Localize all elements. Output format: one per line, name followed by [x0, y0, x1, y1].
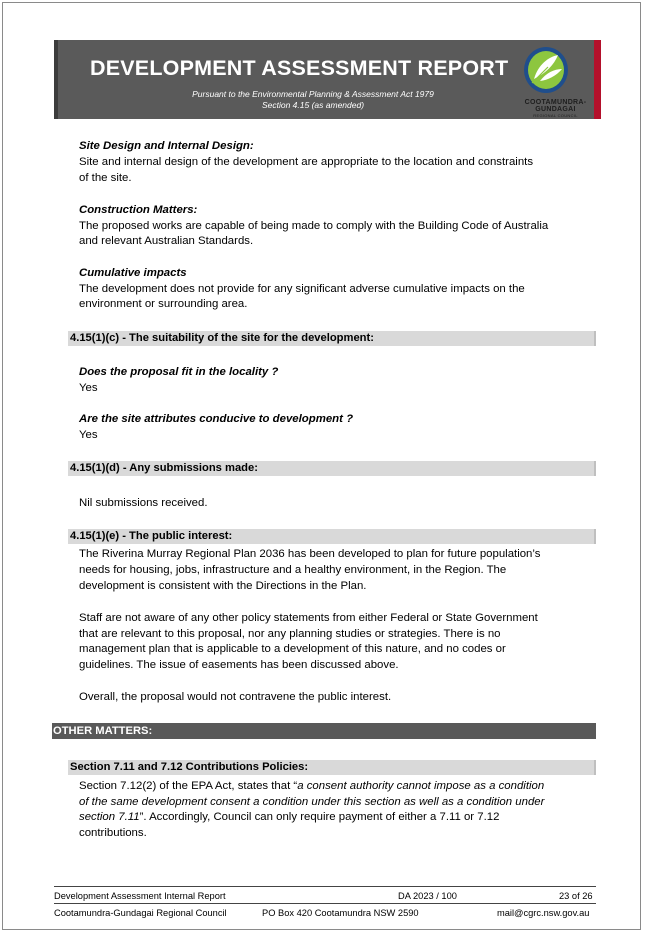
footer-council-name: Cootamundra-Gundagai Regional Council: [54, 908, 227, 918]
footer-report-name: Development Assessment Internal Report: [54, 891, 226, 901]
logo-wordmark: COOTAMUNDRA- GUNDAGAI REGIONAL COUNCIL: [524, 99, 587, 118]
public-interest-p2-line4: guidelines. The issue of easements has been discussed above.: [79, 659, 399, 671]
contributions-section-bar: Section 7.11 and 7.12 Contributions Policies:: [68, 760, 596, 775]
construction-line2: and relevant Australian Standards.: [79, 235, 254, 247]
report-subtitle-act: Pursuant to the Environmental Planning & Assessment Act 1979: [192, 89, 434, 99]
footer-rule-middle: [54, 903, 596, 904]
site-design-heading: Site Design and Internal Design:: [79, 140, 254, 152]
contributions-line4: contributions.: [79, 827, 147, 839]
council-logo: [518, 43, 593, 118]
submissions-section-bar: 4.15(1)(d) - Any submissions made:: [68, 461, 596, 476]
banner-accent-stripe: [594, 40, 601, 119]
contributions-line1: Section 7.12(2) of the EPA Act, states that “a consent authority cannot impose as a condition: [79, 780, 545, 792]
attributes-answer: Yes: [79, 429, 98, 441]
public-interest-p2-line2: that are relevant to this proposal, nor any planning studies or strategies. There is no: [79, 628, 501, 640]
public-interest-p1-line2: needs for housing, jobs, infrastructure and a healthy environment, in the Region. The: [79, 564, 507, 576]
report-banner: [54, 40, 601, 119]
site-design-line1: Site and internal design of the development are appropriate to the location and constraints: [79, 156, 534, 168]
locality-answer: Yes: [79, 382, 98, 394]
public-interest-p2-line1: Staff are not aware of any other policy statements from either Federal or State Government: [79, 612, 538, 624]
footer-rule-top: [54, 886, 596, 887]
footer-po-box: PO Box 420 Cootamundra NSW 2590: [262, 908, 419, 918]
suitability-section-bar: 4.15(1)(c) - The suitability of the site for the development:: [68, 331, 596, 346]
public-interest-p2-line3: management plan that is applicable to a development of this nature, and no codes or: [79, 643, 506, 655]
attributes-question: Are the site attributes conducive to development ?: [79, 413, 354, 425]
site-design-line2: of the site.: [79, 172, 132, 184]
leaf-logo-icon: [518, 43, 593, 99]
other-matters-bar: OTHER MATTERS:: [52, 723, 596, 739]
contributions-line2: of the same development consent a condition under this section as well as a condition under: [79, 796, 545, 808]
public-interest-p1-line1: The Riverina Murray Regional Plan 2036 has been developed to plan for future population’s: [79, 548, 541, 560]
report-title: DEVELOPMENT ASSESSMENT REPORT: [90, 56, 509, 80]
cumulative-line1: The development does not provide for any significant adverse cumulative impacts on the: [79, 283, 525, 295]
construction-line1: The proposed works are capable of being made to comply with the Building Code of Australia: [79, 220, 549, 232]
footer-email: mail@cgrc.nsw.gov.au: [497, 908, 590, 918]
construction-heading: Construction Matters:: [79, 204, 198, 216]
footer-da-number: DA 2023 / 100: [398, 891, 457, 901]
locality-question: Does the proposal fit in the locality ?: [79, 366, 279, 378]
cumulative-line2: environment or surrounding area.: [79, 298, 248, 310]
contributions-line3: section 7.11”. Accordingly, Council can only require payment of either a 7.11 or 7.12: [79, 811, 500, 823]
public-interest-section-bar: 4.15(1)(e) - The public interest:: [68, 529, 596, 544]
footer-page-number: 23 of 26: [559, 891, 593, 901]
report-subtitle-section: Section 4.15 (as amended): [261, 100, 365, 110]
cumulative-heading: Cumulative impacts: [79, 267, 187, 279]
public-interest-p1-line3: development is consistent with the Directions in the Plan.: [79, 580, 367, 592]
public-interest-conclusion: Overall, the proposal would not contravene the public interest.: [79, 691, 392, 703]
submissions-text: Nil submissions received.: [79, 497, 208, 509]
